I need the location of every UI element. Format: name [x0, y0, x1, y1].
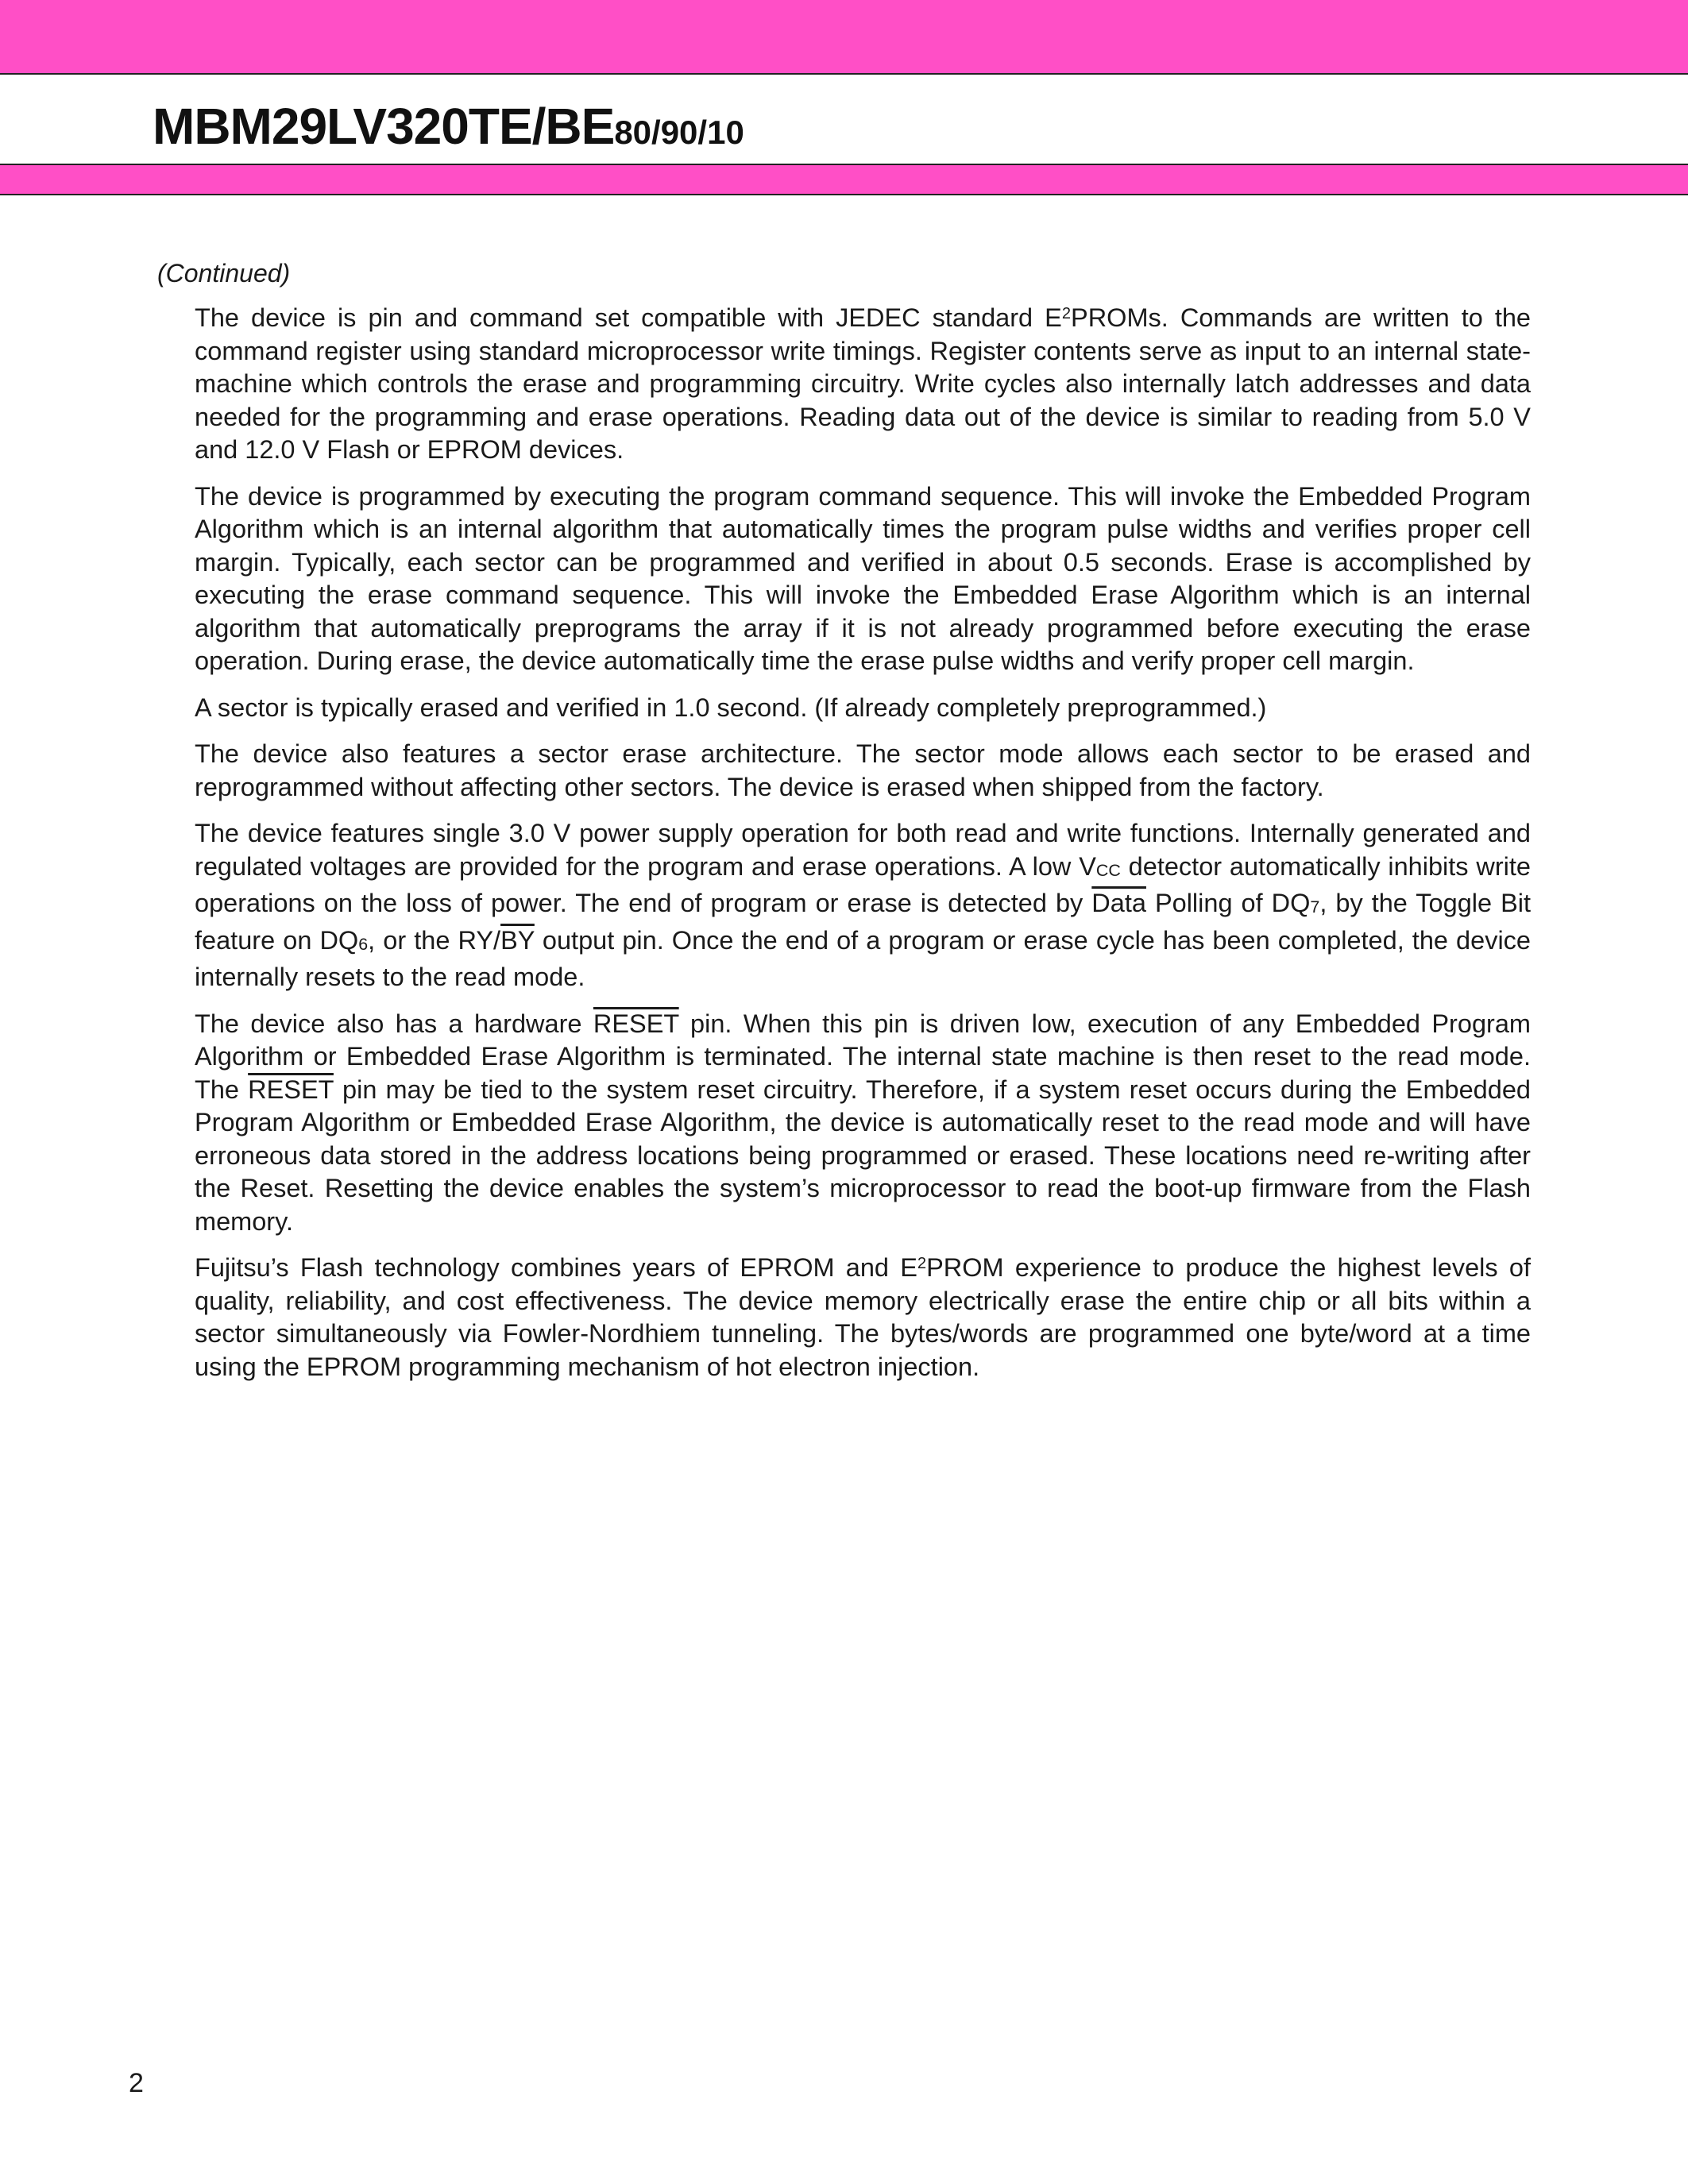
p5-text-a: The device features single 3.0 V power supply operation for both read and write functions. Internally generated and regulated voltages are provided for the program and erase operations. A low V: [195, 819, 1531, 881]
paragraph-7: [195, 1252, 1531, 1383]
p5-text-d: , by the Toggle Bit feature on DQ: [195, 889, 1531, 955]
paragraph-4: The device also features a sector erase architecture. The sector mode allows each sector to be erased and reprogrammed without affecting other sectors. The device is erased when shipped from the factory.: [195, 739, 1531, 801]
paragraph-2: The device is programmed by executing the program command sequence. This will invoke the Embedded Program Algorithm which is an internal algorithm that automatically times the program pulse widths and verifies proper cell margin. Typically, each sector can be programmed and verified in about 0.5 seconds. Erase is accomplished by executing the erase command sequence. This will invoke the Embedded Erase Algorithm which is an internal algorithm that automatically preprograms the array if it is not already programmed before executing the erase operation. During erase, the device automatically time the erase pulse widths and verify proper cell margin.: [195, 481, 1531, 675]
p5-text-c: Polling of DQ: [1145, 889, 1311, 918]
title-main: MBM29LV320TE/BE: [153, 98, 615, 155]
by-overline: $\overline{BY}$: [500, 925, 535, 955]
p1-text-b: PROMs. Commands are written to the command register using standard microprocessor write timings. Register contents serve as input to an internal state-machine which controls the erase and programming circuitry. Write cycles also internally latch addresses and data needed for the programming and erase operations. Reading data out of the device is similar to reading from 5.0 V and 12.0 V Flash or EPROM devices.: [195, 303, 1531, 464]
paragraph-1: [195, 302, 1531, 467]
data-overline: Data: [1091, 889, 1146, 918]
p5-text-f: output pin. Once the end of a program or erase cycle has been completed, the device internally resets to the read mode.: [195, 925, 1531, 992]
document-title: [153, 97, 744, 156]
paragraph-5: [195, 817, 1531, 994]
p1-superscript: 2: [1061, 304, 1072, 322]
header-top-band: [0, 0, 1688, 75]
p5-text-b: detector automatically inhibits write operations on the loss of power. The end of program or erase is detected by: [195, 851, 1531, 918]
p7-text-a: Fujitsu’s Flash technology combines years of EPROM and E: [195, 1253, 917, 1283]
p6-text-b: pin. When this pin is driven low, execution of any Embedded Program Algorithm or Embedded Erase Algorithm is terminated. The internal state machine is then reset to the read mode. The: [195, 1009, 1531, 1104]
dq6-subscript: 6: [358, 934, 369, 954]
p5-text-e: , or the RY/: [368, 925, 501, 955]
paragraph-3: A sector is typically erased and verified in 1.0 second. (If already completely preprogrammed.): [195, 693, 1267, 722]
header-bottom-band: [0, 164, 1688, 195]
paragraph-6: [195, 1008, 1531, 1239]
page-number: 2: [129, 2068, 144, 2098]
p7-superscript: 2: [917, 1255, 927, 1273]
reset-overline-1: RESET: [593, 1009, 679, 1038]
dq7-subscript: 7: [1310, 897, 1320, 917]
vcc-subscript: CC: [1095, 860, 1121, 880]
p1-text-a: The device is pin and command set compatible with JEDEC standard E: [195, 303, 1062, 332]
p6-text-c: pin may be tied to the system reset circuitry. Therefore, if a system reset occurs during the Embedded Program Algorithm or Embedded Erase Algorithm, the device is automatically reset to the read mode and will have erroneous data stored in the address locations being programmed or erased. These locations need re-writing after the Reset. Resetting the device enables the system’s microprocessor to read the boot-up firmware from the Flash memory.: [195, 1075, 1531, 1236]
p7-text-b: PROM experience to produce the highest levels of quality, reliability, and cost effectiveness. The device memory electrically erase the entire chip or all bits within a sector simultaneously via Fowler-Nordhiem tunneling. The bytes/words are programmed one byte/word at a time using the EPROM programming mechanism of hot electron injection.: [195, 1253, 1531, 1381]
reset-overline-2: RESET: [248, 1075, 334, 1104]
body-text: [195, 302, 1531, 1397]
continued-label: (Continued): [157, 259, 291, 287]
p6-text-a: The device also has a hardware: [195, 1009, 593, 1038]
title-suffix: 80/90/10: [614, 114, 744, 151]
